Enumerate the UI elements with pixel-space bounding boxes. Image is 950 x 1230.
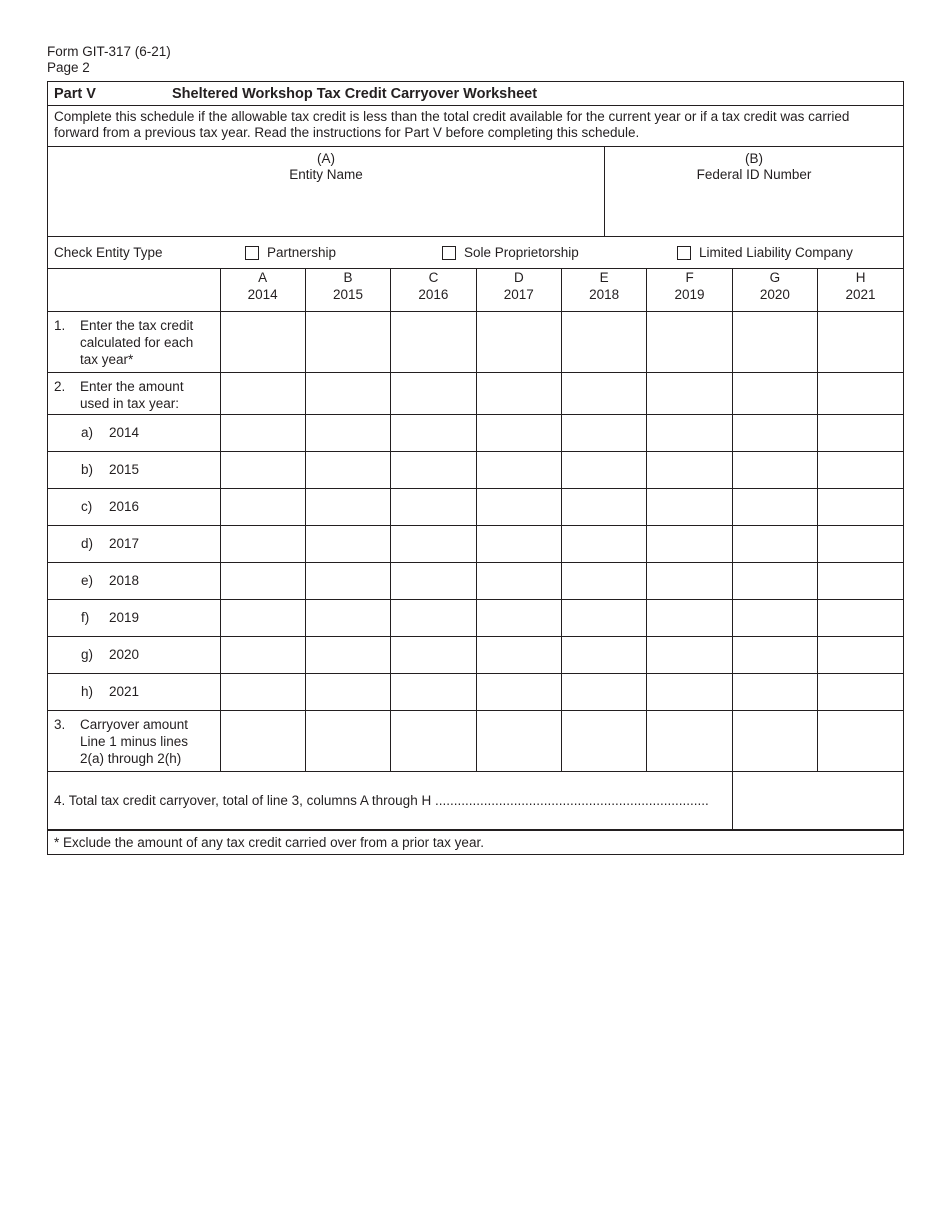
line1-label — [48, 311, 220, 372]
column-year: 2014 — [247, 287, 278, 302]
line2c-row — [48, 488, 903, 525]
line2b-col-b-field[interactable] — [305, 451, 390, 488]
line2c-col-e-field[interactable] — [562, 488, 647, 525]
line2h-col-h-field[interactable] — [818, 673, 903, 710]
column-header — [562, 269, 647, 311]
column-letter: E — [599, 270, 609, 285]
column-letter: H — [855, 270, 866, 285]
line2h-col-f-field[interactable] — [647, 673, 732, 710]
subline-year: 2018 — [109, 573, 140, 588]
line2f-col-b-field[interactable] — [305, 599, 390, 636]
line2-col-g-field[interactable] — [732, 372, 817, 414]
column-letter: G — [769, 270, 781, 285]
line1-col-h-field[interactable] — [818, 311, 903, 372]
subline-year: 2017 — [109, 536, 140, 551]
subline-year: 2019 — [109, 610, 140, 625]
line2f-col-e-field[interactable] — [562, 599, 647, 636]
form-header — [47, 44, 171, 76]
line2c-col-h-field[interactable] — [818, 488, 903, 525]
line2b-label — [48, 451, 220, 488]
subline-year: 2020 — [109, 647, 140, 662]
line3-num: 3. — [54, 716, 66, 732]
line1-row — [48, 311, 903, 372]
line2g-row — [48, 636, 903, 673]
federal-id-field[interactable] — [605, 147, 903, 236]
line2b-col-c-field[interactable] — [391, 451, 476, 488]
line2c-col-c-field[interactable] — [391, 488, 476, 525]
form-id: Form GIT-317 (6-21) — [47, 44, 171, 59]
part-title-row — [48, 82, 903, 106]
line2d-col-g-field[interactable] — [732, 525, 817, 562]
line2h-col-g-field[interactable] — [732, 673, 817, 710]
line2h-col-e-field[interactable] — [562, 673, 647, 710]
line2h-col-c-field[interactable] — [391, 673, 476, 710]
line2b-col-d-field[interactable] — [476, 451, 561, 488]
line2b-col-h-field[interactable] — [818, 451, 903, 488]
llc-label: Limited Liability Company — [699, 245, 853, 260]
line2f-col-c-field[interactable] — [391, 599, 476, 636]
column-header-blank — [48, 269, 220, 311]
line2d-col-h-field[interactable] — [818, 525, 903, 562]
line2b-col-a-field[interactable] — [220, 451, 305, 488]
line2c-col-a-field[interactable] — [220, 488, 305, 525]
line2d-col-f-field[interactable] — [647, 525, 732, 562]
column-header — [305, 269, 390, 311]
line2a-col-b-field[interactable] — [305, 414, 390, 451]
line2-col-b-field[interactable] — [305, 372, 390, 414]
column-header — [220, 269, 305, 311]
subline-year: 2021 — [109, 684, 140, 699]
subline-letter: h) — [81, 684, 94, 699]
line2-col-c-field[interactable] — [391, 372, 476, 414]
sole-proprietorship-checkbox[interactable] — [442, 246, 456, 260]
subline-letter: d) — [81, 536, 94, 551]
line3-row — [48, 710, 903, 771]
entity-type-label: Check Entity Type — [54, 245, 163, 260]
line2g-label — [48, 636, 220, 673]
line2a-col-a-field[interactable] — [220, 414, 305, 451]
line3-col-f-field[interactable] — [647, 710, 732, 771]
line1-col-c-field[interactable] — [391, 311, 476, 372]
line2c-label — [48, 488, 220, 525]
line2b-row — [48, 451, 903, 488]
column-year: 2018 — [589, 287, 620, 302]
column-letter: F — [685, 270, 694, 285]
subline-letter: c) — [81, 499, 93, 514]
line2e-label — [48, 562, 220, 599]
column-letter: A — [258, 270, 268, 285]
line2a-col-e-field[interactable] — [562, 414, 647, 451]
column-header-row — [48, 269, 903, 311]
line3-col-c-field[interactable] — [391, 710, 476, 771]
line3-text: Carryover amount Line 1 minus lines 2(a) through 2(h) — [80, 716, 189, 766]
line2g-col-b-field[interactable] — [305, 636, 390, 673]
subline-letter: g) — [81, 647, 94, 662]
line1-col-b-field[interactable] — [305, 311, 390, 372]
column-header — [732, 269, 817, 311]
line2e-col-d-field[interactable] — [476, 562, 561, 599]
line2c-col-f-field[interactable] — [647, 488, 732, 525]
line2d-col-c-field[interactable] — [391, 525, 476, 562]
line3-col-b-field[interactable] — [305, 710, 390, 771]
line1-num: 1. — [54, 317, 66, 333]
line2e-col-e-field[interactable] — [562, 562, 647, 599]
instructions: Complete this schedule if the allowable tax credit is less than the total credit available for the current year or if a tax credit was carried forward from a previous tax year. Read the instructions for Part V before completing this schedule. — [48, 106, 903, 147]
line2-col-d-field[interactable] — [476, 372, 561, 414]
column-header — [476, 269, 561, 311]
subline-letter: e) — [81, 573, 94, 588]
line1-col-a-field[interactable] — [220, 311, 305, 372]
entity-row — [48, 147, 903, 237]
line2d-col-e-field[interactable] — [562, 525, 647, 562]
entity-type-partnership[interactable] — [245, 245, 442, 260]
line2f-col-h-field[interactable] — [818, 599, 903, 636]
line2-col-h-field[interactable] — [818, 372, 903, 414]
partnership-checkbox[interactable] — [245, 246, 259, 260]
line3-col-e-field[interactable] — [562, 710, 647, 771]
column-header — [391, 269, 476, 311]
line3-label — [48, 710, 220, 771]
line1-col-e-field[interactable] — [562, 311, 647, 372]
line2f-col-d-field[interactable] — [476, 599, 561, 636]
line4-total-field[interactable] — [733, 772, 903, 829]
subline-year: 2016 — [109, 499, 140, 514]
sole-proprietorship-label: Sole Proprietorship — [464, 245, 579, 260]
line2f-col-a-field[interactable] — [220, 599, 305, 636]
entity-name-letter: (A) — [317, 151, 335, 166]
line1-col-f-field[interactable] — [647, 311, 732, 372]
column-year: 2020 — [759, 287, 790, 302]
llc-checkbox[interactable] — [677, 246, 691, 260]
line2g-col-h-field[interactable] — [818, 636, 903, 673]
line2e-col-h-field[interactable] — [818, 562, 903, 599]
line2c-col-d-field[interactable] — [476, 488, 561, 525]
subline-year: 2014 — [109, 425, 140, 440]
line2e-row — [48, 562, 903, 599]
column-year: 2019 — [674, 287, 705, 302]
column-year: 2015 — [333, 287, 364, 302]
part-title: Sheltered Workshop Tax Credit Carryover Worksheet — [172, 85, 538, 102]
federal-id-label: Federal ID Number — [696, 167, 812, 182]
line2a-col-d-field[interactable] — [476, 414, 561, 451]
line2g-col-e-field[interactable] — [562, 636, 647, 673]
column-year: 2021 — [845, 287, 876, 302]
line2g-col-f-field[interactable] — [647, 636, 732, 673]
line2f-col-g-field[interactable] — [732, 599, 817, 636]
line2d-col-d-field[interactable] — [476, 525, 561, 562]
line2b-col-g-field[interactable] — [732, 451, 817, 488]
line2g-col-a-field[interactable] — [220, 636, 305, 673]
line2e-col-c-field[interactable] — [391, 562, 476, 599]
line2g-col-g-field[interactable] — [732, 636, 817, 673]
line2e-col-b-field[interactable] — [305, 562, 390, 599]
column-letter: C — [428, 270, 439, 285]
line2a-row — [48, 414, 903, 451]
line2h-label — [48, 673, 220, 710]
subline-letter: a) — [81, 425, 94, 440]
line2e-col-g-field[interactable] — [732, 562, 817, 599]
federal-id-letter: (B) — [745, 151, 763, 166]
line2d-label — [48, 525, 220, 562]
line2a-col-h-field[interactable] — [818, 414, 903, 451]
line2g-col-d-field[interactable] — [476, 636, 561, 673]
entity-type-row — [48, 237, 903, 269]
line2-col-a-field[interactable] — [220, 372, 305, 414]
line3-col-g-field[interactable] — [732, 710, 817, 771]
column-year: 2017 — [503, 287, 534, 302]
line2c-col-b-field[interactable] — [305, 488, 390, 525]
line2d-row — [48, 525, 903, 562]
line2d-col-b-field[interactable] — [305, 525, 390, 562]
column-header — [818, 269, 903, 311]
line2b-col-e-field[interactable] — [562, 451, 647, 488]
line4-label: 4. Total tax credit carryover, total of line 3, columns A through H ......................................................................... — [48, 772, 733, 829]
partnership-label: Partnership — [267, 245, 337, 260]
line2-col-e-field[interactable] — [562, 372, 647, 414]
column-letter: D — [513, 270, 524, 285]
line3-col-d-field[interactable] — [476, 710, 561, 771]
line2h-row — [48, 673, 903, 710]
entity-name-field[interactable] — [48, 147, 605, 236]
column-letter: B — [343, 270, 353, 285]
line2-col-f-field[interactable] — [647, 372, 732, 414]
line4-row — [48, 772, 903, 830]
line3-col-h-field[interactable] — [818, 710, 903, 771]
line2d-col-a-field[interactable] — [220, 525, 305, 562]
line2g-col-c-field[interactable] — [391, 636, 476, 673]
carryover-table — [48, 269, 903, 772]
column-year: 2016 — [418, 287, 449, 302]
line3-col-a-field[interactable] — [220, 710, 305, 771]
line2a-label — [48, 414, 220, 451]
line2-text: Enter the amount used in tax year: — [80, 378, 184, 411]
line2-num: 2. — [54, 378, 66, 394]
line1-text: Enter the tax credit calculated for each tax year* — [80, 317, 194, 367]
line2-label — [48, 372, 220, 414]
entity-type-llc[interactable] — [677, 245, 853, 260]
line2f-col-f-field[interactable] — [647, 599, 732, 636]
column-header — [647, 269, 732, 311]
line2c-col-g-field[interactable] — [732, 488, 817, 525]
subline-year: 2015 — [109, 462, 140, 477]
footnote: * Exclude the amount of any tax credit carried over from a prior tax year. — [48, 830, 903, 854]
page-number: Page 2 — [47, 60, 90, 75]
line2a-col-g-field[interactable] — [732, 414, 817, 451]
line2-row — [48, 372, 903, 414]
line2a-col-f-field[interactable] — [647, 414, 732, 451]
subline-letter: b) — [81, 462, 94, 477]
line1-col-g-field[interactable] — [732, 311, 817, 372]
part-label: Part V — [54, 85, 96, 102]
line2a-col-c-field[interactable] — [391, 414, 476, 451]
subline-letter: f) — [81, 610, 90, 625]
line2e-col-f-field[interactable] — [647, 562, 732, 599]
line2e-col-a-field[interactable] — [220, 562, 305, 599]
line1-col-d-field[interactable] — [476, 311, 561, 372]
line2h-col-b-field[interactable] — [305, 673, 390, 710]
line2h-col-d-field[interactable] — [476, 673, 561, 710]
line2h-col-a-field[interactable] — [220, 673, 305, 710]
worksheet-form — [47, 81, 904, 855]
line2f-row — [48, 599, 903, 636]
line2b-col-f-field[interactable] — [647, 451, 732, 488]
entity-name-label: Entity Name — [289, 167, 363, 182]
line2f-label — [48, 599, 220, 636]
entity-type-sole-proprietorship[interactable] — [442, 245, 677, 260]
